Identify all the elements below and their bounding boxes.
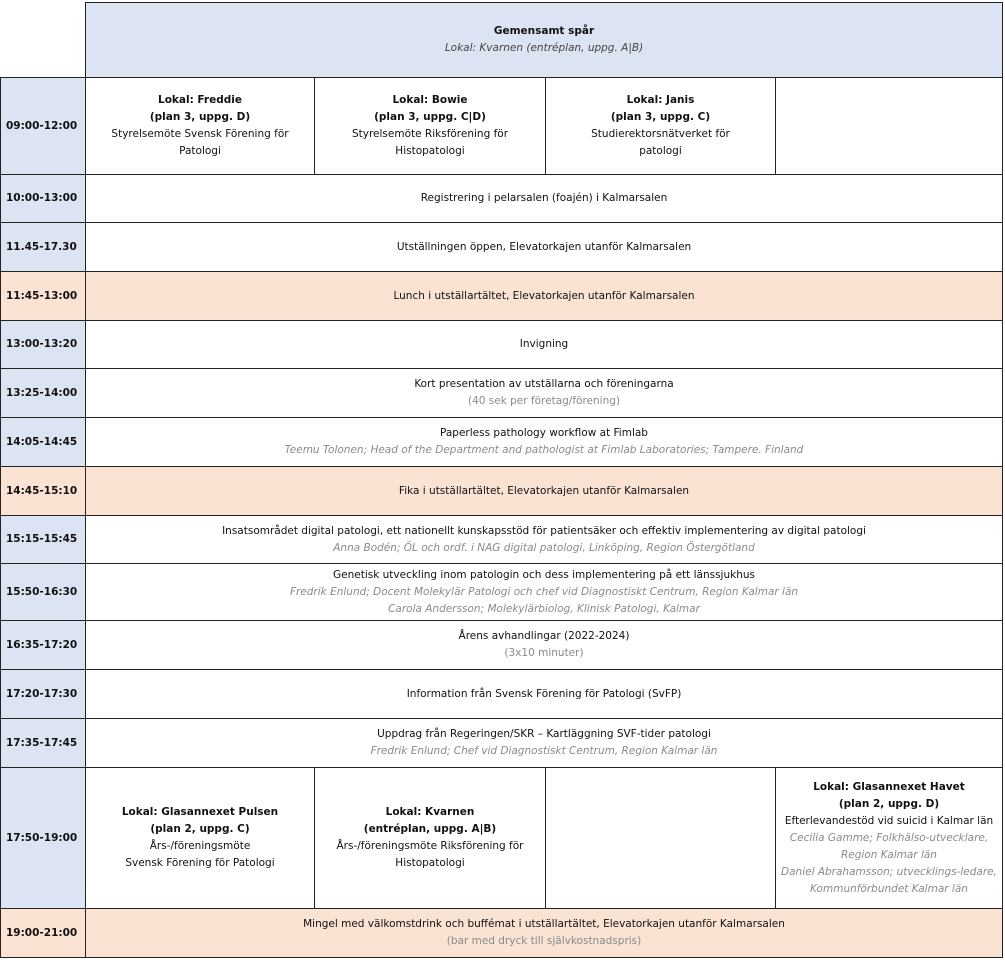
- session-cell: [85, 417, 1003, 467]
- header-title: Gemensamt spår: [493, 25, 595, 37]
- session-title: Insatsområdet digital patologi, ett nationellt kunskapsstöd för patientsäker och effektiv implementering av digital patologi: [222, 524, 866, 537]
- time-cell: 15:50-16:30: [0, 563, 86, 621]
- session-subtitle: (bar med dryck till självkostnadspris): [446, 935, 642, 947]
- speaker-line: Anna Bodén; ÖL och ordf. i NAG digital patologi, Linköping, Region Östergötland: [333, 541, 755, 554]
- time-cell: 17:20-17:30: [0, 669, 86, 719]
- session-text: Års-/föreningsmöte: [149, 840, 251, 852]
- session-title: Mingel med välkomstdrink och buffémat i utställartältet, Elevatorkajen utanför Kalmarsalen: [303, 918, 785, 930]
- time-cell: 15:15-15:45: [0, 515, 86, 564]
- speaker-line: Kommunförbundet Kalmar län: [810, 882, 968, 895]
- session-cell: [85, 368, 1003, 418]
- session-cell: [85, 767, 315, 909]
- room-label: Lokal: Bowie: [392, 94, 468, 106]
- session-title: Genetisk utveckling inom patologin och dess implementering på ett länssjukhus: [333, 568, 755, 581]
- session-title: Information från Svensk Förening för Patologi (SvFP): [406, 687, 682, 700]
- time-cell: 09:00-12:00: [0, 77, 86, 175]
- session-cell: [545, 77, 776, 175]
- session-cell: [85, 620, 1003, 670]
- session-cell: [775, 767, 1003, 909]
- session-title: Fika i utställartältet, Elevatorkajen utanför Kalmarsalen: [398, 484, 690, 497]
- session-title: Utställningen öppen, Elevatorkajen utanför Kalmarsalen: [396, 240, 692, 253]
- break-cell: [85, 466, 1003, 516]
- session-cell: [314, 767, 546, 909]
- time-cell: 19:00-21:00: [0, 908, 86, 958]
- speaker-line: Fredrik Enlund; Docent Molekylär Patologi och chef vid Diagnostiskt Centrum, Region Kalmar län: [289, 585, 799, 598]
- empty-cell: [775, 77, 1003, 175]
- session-title: Årens avhandlingar (2022-2024): [458, 630, 630, 642]
- session-cell: [85, 174, 1003, 223]
- session-text: Svensk Förening för Patologi: [125, 857, 275, 869]
- speaker-line: Teemu Tolonen; Head of the Department and pathologist at Fimlab Laboratories; Tampere. Finland: [284, 444, 804, 456]
- room-plan: (entréplan, uppg. A|B): [363, 823, 497, 835]
- room-label: Lokal: Glasannexet Pulsen: [121, 806, 279, 818]
- session-cell: [85, 669, 1003, 719]
- session-cell: [85, 718, 1003, 768]
- session-text: Histopatologi: [395, 145, 465, 157]
- session-text: Patologi: [179, 145, 221, 157]
- room-plan: (plan 3, uppg. D): [149, 111, 251, 123]
- session-text: Års-/föreningsmöte Riksförening för: [336, 840, 524, 852]
- session-cell: [85, 77, 315, 175]
- time-cell: 16:35-17:20: [0, 620, 86, 670]
- session-text: patologi: [639, 145, 682, 157]
- session-title: Uppdrag från Regeringen/SKR – Kartläggning SVF-tider patologi: [377, 728, 711, 740]
- time-cell: 13:25-14:00: [0, 368, 86, 418]
- speaker-line: Daniel Abrahamsson; utvecklings-ledare,: [781, 865, 997, 878]
- break-cell: [85, 271, 1003, 321]
- session-title: Lunch i utställartältet, Elevatorkajen utanför Kalmarsalen: [393, 289, 695, 302]
- session-text: Histopatologi: [395, 857, 465, 869]
- session-text: Styrelsemöte Riksförening för: [351, 128, 509, 140]
- room-label: Lokal: Freddie: [158, 94, 242, 106]
- session-cell: [314, 77, 546, 175]
- room-label: Lokal: Kvarnen: [385, 806, 475, 818]
- common-track-header: [85, 2, 1003, 78]
- session-title: Paperless pathology workflow at Fimlab: [440, 427, 648, 439]
- time-cell: 14:05-14:45: [0, 417, 86, 467]
- speaker-line: Cecilia Gamme; Folkhälso-utvecklare,: [789, 831, 989, 844]
- speaker-line: Region Kalmar län: [841, 848, 937, 861]
- room-plan: (plan 2, uppg. C): [150, 823, 250, 835]
- session-cell: [85, 515, 1003, 564]
- speaker-line: Carola Andersson; Molekylärbiolog, Klinisk Patologi, Kalmar: [388, 602, 700, 615]
- time-cell: 10:00-13:00: [0, 174, 86, 223]
- session-title: Invigning: [519, 338, 569, 350]
- session-cell: [85, 320, 1003, 369]
- time-cell: 13:00-13:20: [0, 320, 86, 369]
- session-title: Efterlevandestöd vid suicid i Kalmar län: [784, 814, 994, 827]
- session-title: Registrering i pelarsalen (foajén) i Kalmarsalen: [420, 192, 668, 204]
- time-cell: 17:50-19:00: [0, 767, 86, 909]
- break-cell: [85, 908, 1003, 958]
- time-cell: 14:45-15:10: [0, 466, 86, 516]
- header-subtitle: Lokal: Kvarnen (entréplan, uppg. A|B): [444, 42, 644, 54]
- empty-cell: [545, 767, 776, 909]
- session-subtitle: (40 sek per företag/förening): [468, 395, 620, 407]
- session-cell: [85, 222, 1003, 272]
- speaker-line: Fredrik Enlund; Chef vid Diagnostiskt Centrum, Region Kalmar län: [370, 745, 718, 757]
- time-cell: 11:45-13:00: [0, 271, 86, 321]
- session-text: Studierektorsnätverket för: [591, 128, 730, 140]
- room-plan: (plan 3, uppg. C): [610, 111, 711, 123]
- time-cell: 11.45-17.30: [0, 222, 86, 272]
- session-cell: [85, 563, 1003, 621]
- room-label: Lokal: Glasannexet Havet: [813, 780, 965, 793]
- session-title: Kort presentation av utställarna och föreningarna: [414, 378, 674, 390]
- session-text: Styrelsemöte Svensk Förening för: [111, 128, 289, 140]
- time-cell: 17:35-17:45: [0, 718, 86, 768]
- session-subtitle: (3x10 minuter): [504, 647, 584, 659]
- room-label: Lokal: Janis: [626, 94, 695, 106]
- room-plan: (plan 2, uppg. D): [838, 797, 940, 810]
- room-plan: (plan 3, uppg. C|D): [374, 111, 486, 123]
